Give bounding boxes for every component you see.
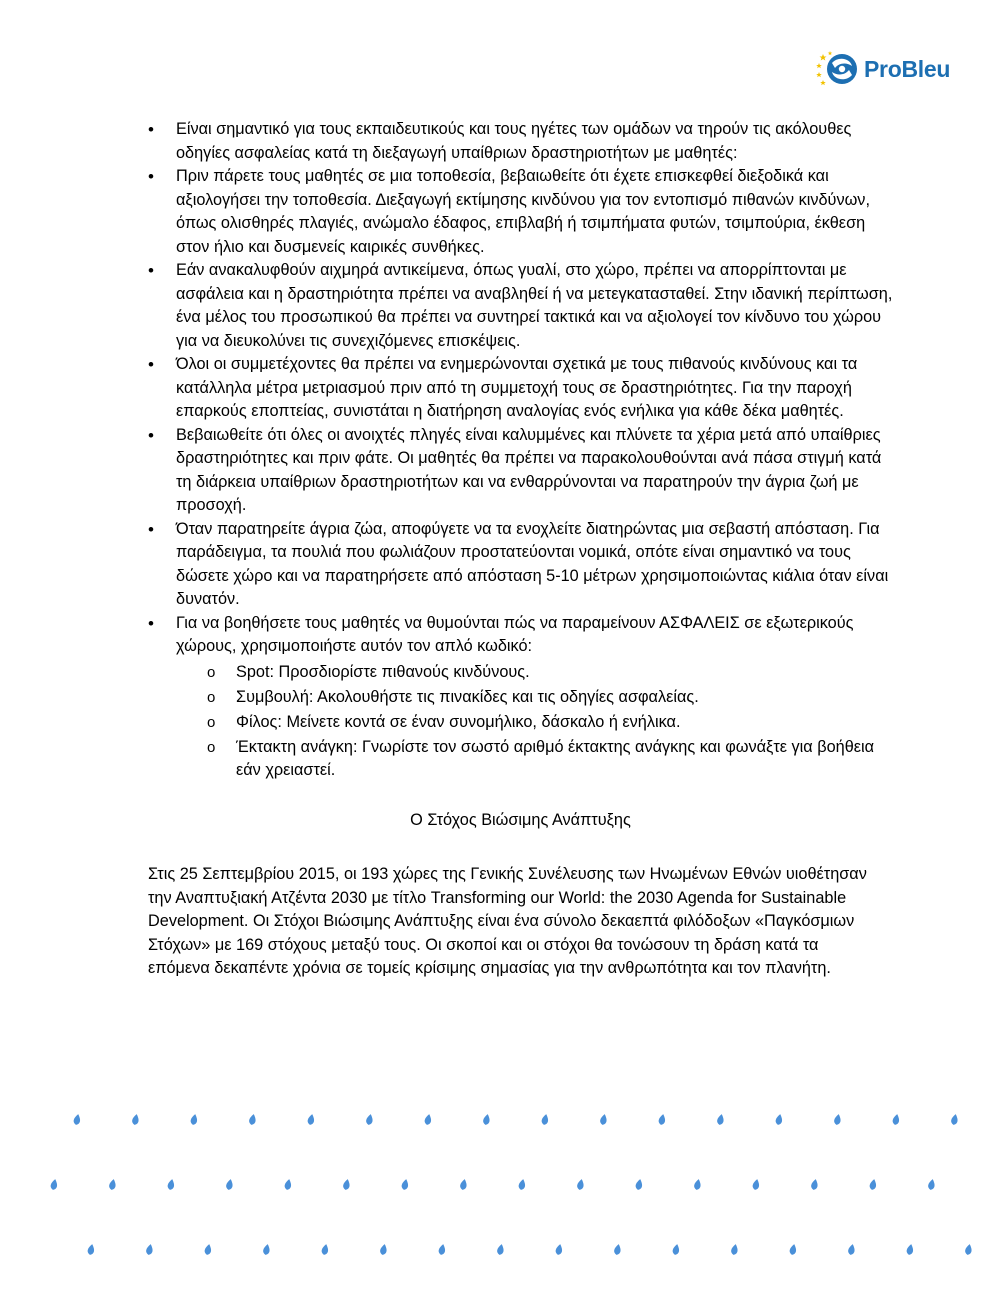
- raindrop-icon: [950, 1113, 959, 1125]
- raindrop-icon: [424, 1113, 433, 1125]
- raindrop-icon: [541, 1113, 550, 1125]
- raindrop-icon: [284, 1178, 293, 1190]
- raindrop-icon: [167, 1178, 176, 1190]
- raindrop-icon: [365, 1113, 374, 1125]
- body-paragraph: Στις 25 Σεπτεμβρίου 2015, οι 193 χώρες της Γενικής Συνέλευσης των Ηνωμένων Εθνών υιοθέτησαν την Αναπτυξιακή Ατζέντα 2030 με τίτλο Transforming our World: the 2030 Agenda for Sustainable Development. Οι Στόχοι Βιώσιμης Ανάπτυξης είναι ένα σύνολο δεκαεπτά φιλόδοξων «Παγκόσμιων Στόχων» με 169 στόχους μεταξύ τους. Οι σκοποί και οι στόχοι θα τονώσουν τη δράση κατά τα επόμενα δεκαπέντε χρόνια σε τομείς κρίσιμης σημασίας για την ανθρωπότητα και τον πλανήτη.: [148, 865, 867, 977]
- sub-list-item: o Έκτακτη ανάγκη: Γνωρίστε τον σωστό αριθμό έκτακτης ανάγκης και φωνάξτε για βοήθεια εάν χρειαστεί.: [176, 736, 893, 783]
- list-item: • Εάν ανακαλυφθούν αιχμηρά αντικείμενα, όπως γυαλί, στο χώρο, πρέπει να απορρίπτονται με ασφάλεια και η δραστηριότητα πρέπει να αναβληθεί ή να μετεγκατασταθεί. Στην ιδανική περίπτωση, ένα μέλος του προσωπικού θα πρέπει να συντηρεί τακτικά και να αξιολογεί τον κίνδυνο του χώρου για να διευκολύνει τις συνεχιζόμενες επισκέψεις.: [148, 259, 893, 353]
- raindrop-icon: [775, 1113, 784, 1125]
- raindrop-icon: [248, 1113, 257, 1125]
- logo-wordmark: ProBleu: [864, 55, 951, 82]
- safe-code-sublist: [176, 661, 893, 783]
- raindrop-icon: [789, 1243, 798, 1255]
- safety-guidelines-list: [148, 118, 893, 783]
- raindrop-icon: [658, 1113, 667, 1125]
- raindrop-icon: [131, 1113, 140, 1125]
- raindrop-icon: [555, 1243, 564, 1255]
- list-item-text: Για να βοηθήσετε τους μαθητές να θυμούνται πώς να παραμείνουν ΑΣΦΑΛΕΙΣ σε εξωτερικούς χώρους, χρησιμοποιήστε αυτόν τον απλό κωδικό:: [176, 613, 854, 655]
- document-body: [148, 118, 893, 997]
- raindrop-icon: [869, 1178, 878, 1190]
- raindrop-icon: [613, 1243, 622, 1255]
- raindrop-icon: [342, 1178, 351, 1190]
- raindrop-icon: [847, 1243, 856, 1255]
- raindrop-icon: [50, 1178, 59, 1190]
- raindrop-icon: [190, 1113, 199, 1125]
- raindrop-icon: [752, 1178, 761, 1190]
- list-item: • Βεβαιωθείτε ότι όλες οι ανοιχτές πληγές είναι καλυμμένες και πλύνετε τα χέρια μετά από υπαίθριες δραστηριότητες και πριν φάτε. Οι μαθητές θα πρέπει να παρακολουθούνται ανά πάσα στιγμή κατά τη διάρκεια υπαίθριων δραστηριοτήτων και να ενθαρρύνονται να παρατηρούν την άγρια ζωή με προσοχή.: [148, 424, 893, 518]
- raindrop-icon: [73, 1113, 82, 1125]
- list-item: • Όλοι οι συμμετέχοντες θα πρέπει να ενημερώνονται σχετικά με τους πιθανούς κινδύνους και τα κατάλληλα μέτρα μετριασμού πριν από τη συμμετοχή τους σε δραστηριότητες. Για την παροχή επαρκούς εποπτείας, συνιστάται η διατήρηση αναλογίας ενός ενήλικα για κάθε δέκα μαθητές.: [148, 353, 893, 424]
- raindrop-icon: [833, 1113, 842, 1125]
- raindrop-icon: [892, 1113, 901, 1125]
- list-item: • Είναι σημαντικό για τους εκπαιδευτικούς και τους ηγέτες των ομάδων να τηρούν τις ακόλουθες οδηγίες ασφαλείας κατά τη διεξαγωγή υπαίθριων δραστηριοτήτων με μαθητές:: [148, 118, 893, 165]
- list-item: • Πριν πάρετε τους μαθητές σε μια τοποθεσία, βεβαιωθείτε ότι έχετε επισκεφθεί διεξοδικά και αξιολογήσει την τοποθεσία. Διεξαγωγή εκτίμησης κινδύνου για τον εντοπισμό πιθανών κινδύνων, όπως ολισθηρές πλαγιές, ανώμαλο έδαφος, επιβλαβή ή τσιμπήματα φυτών, τσιμπούρια, έκθεση στον ήλιο και δυσμενείς καιρικές συνθήκες.: [148, 165, 893, 259]
- raindrop-icon: [225, 1178, 234, 1190]
- list-item-with-sublist: [148, 612, 893, 783]
- raindrop-icon: [321, 1243, 330, 1255]
- raindrop-icon: [145, 1243, 154, 1255]
- raindrop-pattern: [0, 1100, 1000, 1270]
- raindrop-icon: [810, 1178, 819, 1190]
- raindrop-icon: [438, 1243, 447, 1255]
- list-item: • Όταν παρατηρείτε άγρια ζώα, αποφύγετε να τα ενοχλείτε διατηρώντας μια σεβαστή απόσταση. Για παράδειγμα, τα πουλιά που φωλιάζουν προστατεύονται νομικά, οπότε είναι σημαντικό να τους δώσετε χώρο και να παρατηρήσετε από απόσταση 5-10 μέτρων χρησιμοποιώντας κιάλια όταν είναι δυνατόν.: [148, 518, 893, 612]
- raindrop-icon: [307, 1113, 316, 1125]
- sub-list-item: o Φίλος: Μείνετε κοντά σε έναν συνομήλικο, δάσκαλο ή ενήλικα.: [176, 711, 893, 735]
- raindrop-icon: [906, 1243, 915, 1255]
- raindrop-icon: [379, 1243, 388, 1255]
- raindrop-icon: [87, 1243, 96, 1255]
- section-title: Ο Στόχος Βιώσιμης Ανάπτυξης: [410, 810, 631, 829]
- raindrop-icon: [518, 1178, 527, 1190]
- raindrop-icon: [635, 1178, 644, 1190]
- raindrop-icon: [482, 1113, 491, 1125]
- raindrop-icon: [496, 1243, 505, 1255]
- probleu-logo: [814, 48, 966, 90]
- raindrop-icon: [108, 1178, 117, 1190]
- raindrop-icon: [459, 1178, 468, 1190]
- raindrop-icon: [730, 1243, 739, 1255]
- raindrop-icon: [204, 1243, 213, 1255]
- probleu-swirl-logo-icon: [814, 48, 862, 90]
- raindrop-icon: [693, 1178, 702, 1190]
- raindrop-icon: [672, 1243, 681, 1255]
- raindrop-icon: [599, 1113, 608, 1125]
- raindrop-icon: [716, 1113, 725, 1125]
- raindrop-icon: [927, 1178, 936, 1190]
- raindrop-icon: [262, 1243, 271, 1255]
- raindrop-icon: [401, 1178, 410, 1190]
- sub-list-item: o Spot: Προσδιορίστε πιθανούς κινδύνους.: [176, 661, 893, 685]
- raindrop-icon: [964, 1243, 973, 1255]
- raindrop-icon: [576, 1178, 585, 1190]
- sub-list-item: o Συμβουλή: Ακολουθήστε τις πινακίδες και τις οδηγίες ασφαλείας.: [176, 686, 893, 710]
